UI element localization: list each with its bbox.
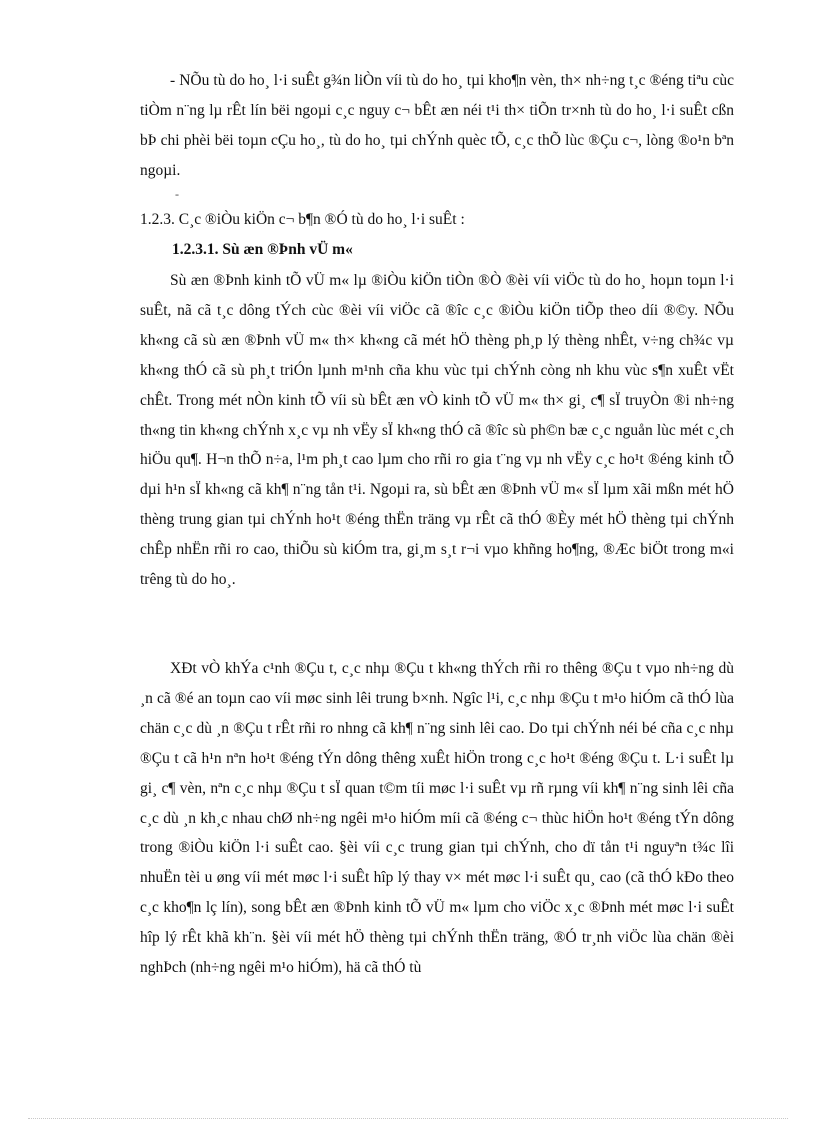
subsection-heading-1-2-3-1: 1.2.3.1. Sù æn ®Þnh vÜ m« [172, 241, 353, 258]
paragraph-investment-aspect: XÐt vÒ khÝa c¹nh ®Çu t, c¸c nhµ ®Çu t kh«ng thÝch rñi ro thêng ®Çu t vµo nh÷ng dù ¸n cã ®é an toµn cao víi møc sinh lêi trung b×nh. Ngîc l¹i, c¸c nhµ ®Çu t m¹o hiÓm cã thÓ lùa chän c¸c dù ¸n ®Çu t rÊt rñi ro nhng cã kh¶ n¨ng sinh lêi cao. Do tµi chÝnh néi bé cña c¸c nhµ ®Çu t cã h¹n nªn ho¹t ®éng tÝn dông thêng xuÊt hiÖn trong c¸c ho¹t ®éng ®Çu t. L·i suÊt lµ gi¸ c¶ vèn, nªn c¸c nhµ ®Çu t sÏ quan t©m tíi møc l·i suÊt vµ rñ rµng víi kh¶ n¨ng sinh lêi cña c¸c dù ¸n kh¸c nhau chØ nh÷ng ngêi m¹o hiÓm míi cã ®éng c¬ thùc hiÖn ho¹t ®éng tÝn dông trong ®iÒu kiÖn l·i suÊt cao. §èi víi c¸c trung gian tµi chÝnh, cho dï tån t¹i nguyªn t¾c lîi nhuËn tèi u øng víi mét møc l·i suÊt hîp lý thay v× mét møc l·i suÊt qu¸ cao (cã thÓ kÐo theo c¸c kho¶n lç lín), song bÊt æn ®Þnh kinh tÕ vÜ m« lµm cho viÖc x¸c ®Þnh mét møc l·i suÊt hîp lý rÊt khã kh¨n. §èi víi mét hÖ thèng tµi chÝnh thËn träng, ®Ó tr¸nh viÖc lùa chän ®èi nghÞch (nh÷ng ngêi m¹o hiÓm), hä cã thÓ tù [140, 660, 734, 977]
section-heading-1-2-3: 1.2.3. C¸c ®iÒu kiÖn c¬ b¶n ®Ó tù do ho¸ l·i suÊt : [140, 211, 465, 228]
paragraph-macro-stability: Sù æn ®Þnh kinh tÕ vÜ m« lµ ®iÒu kiÖn tiÒn ®Ò ®èi víi viÖc tù do ho¸ hoµn toµn l·i suÊt, nã cã t¸c dông tÝch cùc ®èi víi viÖc cã ®îc c¸c ®iÒu kiÖn tiÕp theo díi ®©y. NÕu kh«ng cã sù æn ®Þnh vÜ m« th× kh«ng cã mét hÖ thèng ph¸p lý thèng nhÊt, v÷ng ch¾c vµ kh«ng thÓ cã sù ph¸t triÓn lµnh m¹nh cña khu vùc tµi chÝnh còng nh khu vùc s¶n xuÊt vËt chÊt. Trong mét nÒn kinh tÕ víi sù bÊt æn vÒ kinh tÕ vÜ m« th× gi¸ c¶ sÏ truyÒn ®i nh÷ng th«ng tin kh«ng chÝnh x¸c vµ nh vËy sÏ kh«ng thÓ cã ®îc sù ph©n bæ c¸c nguån lùc mét c¸ch hiÖu qu¶. H¬n thÕ n÷a, l¹m ph¸t cao lµm cho rñi ro gia t¨ng vµ nh vËy c¸c ho¹t ®éng kinh tÕ dµi h¹n sÏ kh«ng cã kh¶ n¨ng tån t¹i. Ngoµi ra, sù bÊt æn ®Þnh vÜ m« sÏ lµm xãi mßn mét hÖ thèng trung gian tµi chÝnh ho¹t ®éng thËn träng vµ rÊt cã thÓ ®Èy mét hÖ thèng tµi chÝnh chÊp nhËn rñi ro cao, thiÕu sù kiÓm tra, gi¸m s¸t r¬i vµo khñng ho¶ng, ®Æc biÖt trong m«i trêng tù do ho¸. [140, 272, 734, 589]
paragraph-capital-liberalization: - NÕu tù do ho¸ l·i suÊt g¾n liÒn víi tù do ho¸ tµi kho¶n vèn, th× nh÷ng t¸c ®éng tiªu cùc tiÒm n¨ng lµ rÊt lín bëi ngoµi c¸c nguy c¬ bÊt æn néi t¹i th× tiÕn tr×nh tù do ho¸ l·i suÊt cßn bÞ chi phèi bëi toµn cÇu ho¸, tù do ho¸ tµi chÝnh quèc tÕ, c¸c thÕ lùc ®Çu c¬, lòng ®o¹n bªn ngoµi. [140, 72, 734, 179]
stray-dash-mark: - [175, 187, 179, 201]
page-bottom-rule [28, 1118, 788, 1119]
